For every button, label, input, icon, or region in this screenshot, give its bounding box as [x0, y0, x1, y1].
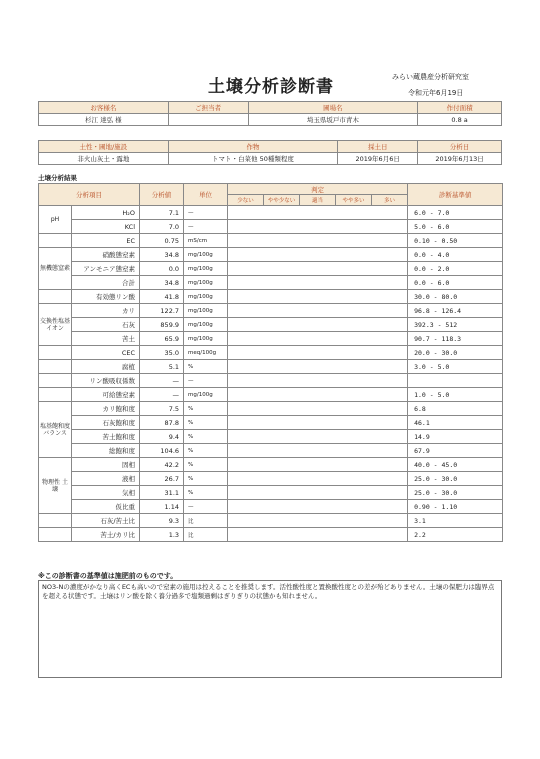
standard-range: 5.0 - 6.0 — [408, 220, 503, 234]
item-name: 石灰 — [72, 318, 140, 332]
item-value: 9.4 — [140, 430, 184, 444]
standard-range: 3.1 — [408, 514, 503, 528]
item-unit: mg/100g — [184, 248, 228, 262]
customer-info-table — [38, 101, 502, 126]
standard-range: 0.0 - 4.0 — [408, 248, 503, 262]
staff-value — [168, 114, 248, 126]
judge-gauge — [228, 444, 408, 458]
judge-gauge — [228, 360, 408, 374]
group-label: pH — [39, 206, 72, 234]
judge-level-header: 多い — [372, 195, 408, 206]
item-value: 1.14 — [140, 500, 184, 514]
item-name: リン酸吸収係数 — [72, 374, 140, 388]
section-title: 土壌分析結果 — [38, 174, 77, 182]
judge-gauge — [228, 304, 408, 318]
judge-gauge — [228, 276, 408, 290]
item-unit: mg/100g — [184, 290, 228, 304]
table-row — [39, 374, 503, 388]
table-row — [39, 528, 503, 542]
judge-gauge — [228, 402, 408, 416]
issue-date: 令和元年6月19日 — [408, 89, 464, 97]
crop-label: 作物 — [168, 141, 338, 153]
table-row — [39, 262, 503, 276]
table-row — [39, 304, 503, 318]
item-unit: — — [184, 374, 228, 388]
judge-gauge — [228, 248, 408, 262]
item-name: 苦土 — [72, 332, 140, 346]
judge-gauge — [228, 514, 408, 528]
note-title: ※この診断書の基準値は施肥前のものです。 — [38, 572, 178, 580]
standard-range: 392.3 - 512 — [408, 318, 503, 332]
judge-gauge — [228, 472, 408, 486]
item-value: — — [140, 388, 184, 402]
page-title: 土壌分析診断書 — [208, 77, 334, 97]
item-name: 石灰/苦土比 — [72, 514, 140, 528]
item-name: 有効態リン酸 — [72, 290, 140, 304]
group-spacer — [39, 346, 72, 360]
lab-name: みらい蔵農産分析研究室 — [392, 73, 469, 81]
item-name: CEC — [72, 346, 140, 360]
item-unit: meq/100g — [184, 346, 228, 360]
item-name: EC — [72, 234, 140, 248]
item-name: カリ — [72, 304, 140, 318]
table-row — [39, 402, 503, 416]
item-value: 42.2 — [140, 458, 184, 472]
table-row — [39, 486, 503, 500]
table-row — [39, 472, 503, 486]
judge-gauge — [228, 332, 408, 346]
item-name: カリ飽和度 — [72, 402, 140, 416]
judge-gauge — [228, 206, 408, 220]
item-value: — — [140, 374, 184, 388]
judge-gauge — [228, 318, 408, 332]
group-label: 無機態窒素 — [39, 248, 72, 290]
item-value: 7.1 — [140, 206, 184, 220]
standard-range: 25.0 - 30.0 — [408, 486, 503, 500]
table-row — [39, 318, 503, 332]
area-value: 0.8 a — [418, 114, 502, 126]
item-unit: % — [184, 458, 228, 472]
item-name: 総飽和度 — [72, 444, 140, 458]
item-value: 1.3 — [140, 528, 184, 542]
item-unit: % — [184, 360, 228, 374]
item-unit: % — [184, 472, 228, 486]
judge-level-header: やや少ない — [264, 195, 300, 206]
table-row — [39, 430, 503, 444]
group-spacer — [39, 528, 72, 542]
table-row — [39, 206, 503, 220]
diagnosis-comment: NO3-Nの濃度がかなり高くECも高いので窒素の施用は控えることを推奨します。活性酸性度と置換酸性度との差が殆どありません。土壌の保肥力は臨界点を超える状態です。土壌はリン酸を除く養分過多で塩類過剰はぎりぎりの状態かも知れません。 — [38, 580, 502, 678]
item-unit: 比 — [184, 528, 228, 542]
item-name: 合計 — [72, 276, 140, 290]
customer-value: 杉江 達弘 様 — [39, 114, 169, 126]
sampling-date-value: 2019年6月6日 — [338, 153, 418, 165]
item-name: 苦土/カリ比 — [72, 528, 140, 542]
standard-range: 25.0 - 30.0 — [408, 472, 503, 486]
item-unit: mg/100g — [184, 304, 228, 318]
judge-gauge — [228, 388, 408, 402]
item-value: 87.8 — [140, 416, 184, 430]
table-row — [39, 360, 503, 374]
col-std-header: 診断基準値 — [408, 184, 503, 206]
judge-level-header: 適当 — [300, 195, 336, 206]
table-row — [39, 388, 503, 402]
standard-range: 14.9 — [408, 430, 503, 444]
item-value: 26.7 — [140, 472, 184, 486]
standard-range: 30.0 - 80.0 — [408, 290, 503, 304]
standard-range: 0.10 - 0.50 — [408, 234, 503, 248]
group-label: 物理性 土壌 — [39, 458, 72, 514]
judge-gauge — [228, 486, 408, 500]
analysis-date-label: 分析日 — [418, 141, 502, 153]
standard-range: 0.0 - 6.0 — [408, 276, 503, 290]
soil-type-value: 非火山灰土・露地 — [39, 153, 169, 165]
group-spacer — [39, 360, 72, 374]
item-name: アンモニア態窒素 — [72, 262, 140, 276]
crop-value: トマト・白菜他 50種類程度 — [168, 153, 338, 165]
customer-label: お客様名 — [39, 102, 169, 114]
judge-gauge — [228, 500, 408, 514]
item-unit: mg/100g — [184, 332, 228, 346]
standard-range: 20.0 - 30.0 — [408, 346, 503, 360]
item-name: 気相 — [72, 486, 140, 500]
table-row — [39, 248, 503, 262]
judge-gauge — [228, 430, 408, 444]
item-unit: 比 — [184, 514, 228, 528]
table-row — [39, 332, 503, 346]
table-row — [39, 416, 503, 430]
item-name: 石灰飽和度 — [72, 416, 140, 430]
item-name: KCl — [72, 220, 140, 234]
item-value: 34.8 — [140, 248, 184, 262]
judge-gauge — [228, 290, 408, 304]
soil-type-label: 土性・圃地/施設 — [39, 141, 169, 153]
group-label: 交換性塩基イオン — [39, 304, 72, 346]
judge-gauge — [228, 262, 408, 276]
table-row — [39, 514, 503, 528]
standard-range: 0.90 - 1.10 — [408, 500, 503, 514]
item-value: 31.1 — [140, 486, 184, 500]
group-spacer — [39, 290, 72, 304]
item-unit: % — [184, 416, 228, 430]
item-value: 104.6 — [140, 444, 184, 458]
judge-gauge — [228, 220, 408, 234]
standard-range: 46.1 — [408, 416, 503, 430]
item-value: 0.75 — [140, 234, 184, 248]
table-row — [39, 500, 503, 514]
table-row — [39, 276, 503, 290]
col-value-header: 分析値 — [140, 184, 184, 206]
standard-range: 6.0 - 7.0 — [408, 206, 503, 220]
sample-info-table — [38, 140, 502, 165]
item-name: 硝酸態窒素 — [72, 248, 140, 262]
item-unit: % — [184, 402, 228, 416]
judge-gauge — [228, 416, 408, 430]
area-label: 作付面積 — [418, 102, 502, 114]
group-spacer — [39, 388, 72, 402]
item-unit: % — [184, 430, 228, 444]
item-unit: % — [184, 486, 228, 500]
judge-gauge — [228, 346, 408, 360]
soil-analysis-table — [38, 183, 503, 542]
standard-range — [408, 374, 503, 388]
item-unit: mg/100g — [184, 276, 228, 290]
item-unit: mg/100g — [184, 318, 228, 332]
standard-range: 0.0 - 2.0 — [408, 262, 503, 276]
item-name: 腐植 — [72, 360, 140, 374]
table-row — [39, 220, 503, 234]
field-value: 埼玉県坂戸市青木 — [248, 114, 418, 126]
standard-range: 2.2 — [408, 528, 503, 542]
standard-range: 40.0 - 45.0 — [408, 458, 503, 472]
table-row — [39, 444, 503, 458]
sampling-date-label: 採土日 — [338, 141, 418, 153]
standard-range: 90.7 - 118.3 — [408, 332, 503, 346]
field-label: 圃場名 — [248, 102, 418, 114]
judge-level-header: やや多い — [336, 195, 372, 206]
standard-range: 6.8 — [408, 402, 503, 416]
item-value: 7.5 — [140, 402, 184, 416]
group-label: 塩基飽和度バランス — [39, 402, 72, 458]
standard-range: 67.9 — [408, 444, 503, 458]
item-value: 859.9 — [140, 318, 184, 332]
item-unit: % — [184, 444, 228, 458]
item-unit: — — [184, 206, 228, 220]
judge-gauge — [228, 374, 408, 388]
col-item-header: 分析項目 — [39, 184, 140, 206]
standard-range: 1.0 - 5.0 — [408, 388, 503, 402]
table-row — [39, 458, 503, 472]
item-name: 液相 — [72, 472, 140, 486]
item-name: 仮比重 — [72, 500, 140, 514]
item-value: 35.0 — [140, 346, 184, 360]
table-row — [39, 346, 503, 360]
group-spacer — [39, 234, 72, 248]
item-unit: mS/cm — [184, 234, 228, 248]
item-name: 苦土飽和度 — [72, 430, 140, 444]
judge-gauge — [228, 234, 408, 248]
item-name: 可給態窒素 — [72, 388, 140, 402]
item-name: 固相 — [72, 458, 140, 472]
standard-range: 96.8 - 126.4 — [408, 304, 503, 318]
standard-range: 3.0 - 5.0 — [408, 360, 503, 374]
item-value: 41.8 — [140, 290, 184, 304]
item-value: 122.7 — [140, 304, 184, 318]
table-row — [39, 290, 503, 304]
item-value: 7.0 — [140, 220, 184, 234]
group-spacer — [39, 374, 72, 388]
group-spacer — [39, 514, 72, 528]
judge-gauge — [228, 458, 408, 472]
item-unit: mg/100g — [184, 262, 228, 276]
col-unit-header: 単位 — [184, 184, 228, 206]
item-unit: — — [184, 500, 228, 514]
analysis-date-value: 2019年6月13日 — [418, 153, 502, 165]
item-unit: mg/100g — [184, 388, 228, 402]
item-value: 5.1 — [140, 360, 184, 374]
item-value: 65.9 — [140, 332, 184, 346]
judge-level-header: 少ない — [228, 195, 264, 206]
staff-label: ご担当者 — [168, 102, 248, 114]
item-unit: — — [184, 220, 228, 234]
judge-gauge — [228, 528, 408, 542]
item-name: H₂O — [72, 206, 140, 220]
item-value: 0.0 — [140, 262, 184, 276]
item-value: 34.8 — [140, 276, 184, 290]
item-value: 9.3 — [140, 514, 184, 528]
table-row — [39, 234, 503, 248]
col-judge-header: 判定 — [228, 184, 408, 195]
